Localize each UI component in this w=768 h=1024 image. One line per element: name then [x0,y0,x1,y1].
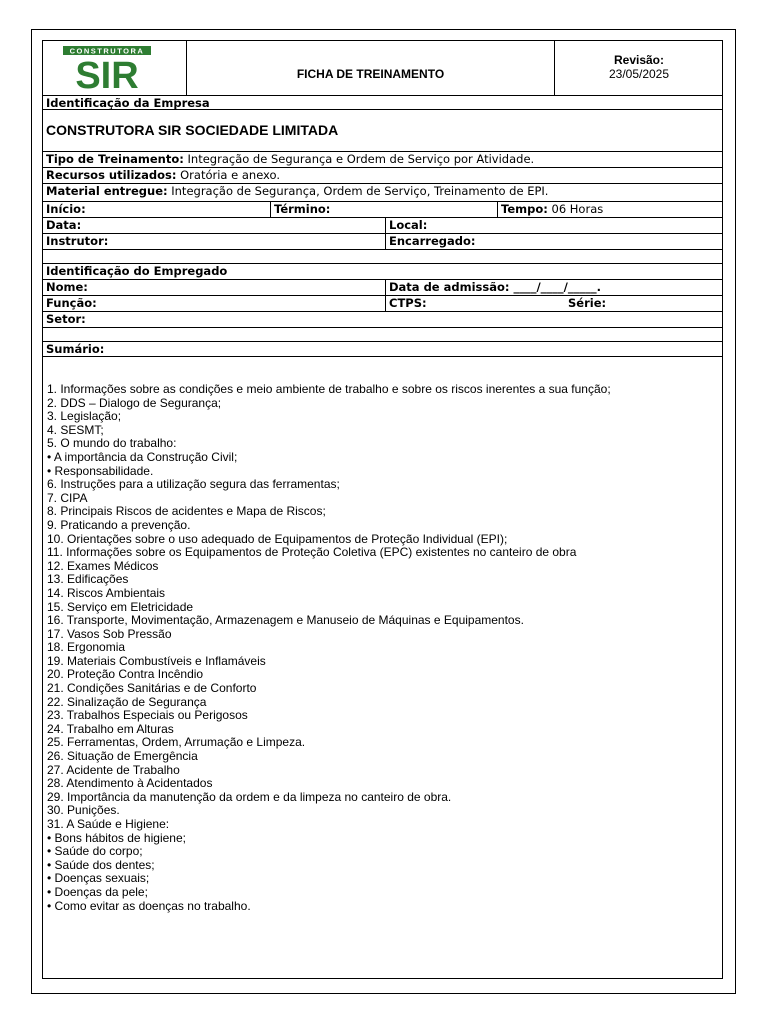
summary-list-item: 8. Principais Riscos de acidentes e Mapa de Riscos; [47,504,326,519]
summary-list-item: 14. Riscos Ambientais [47,585,166,600]
summary-list-item: 31. A Saúde e Higiene: [47,817,170,831]
summary-list-item: • Saúde do corpo; [47,844,143,859]
admission-date-label: Data de admissão: ____/____/_____. [389,280,601,294]
date-location-row [43,218,722,234]
summary-list-item: 2. DDS – Dialogo de Segurança; [47,395,222,410]
summary-list-item: 27. Acidente de Trabalho [47,762,180,777]
resources-row [43,168,722,184]
svg-text:CONSTRUTORA: CONSTRUTORA [69,46,145,56]
summary-list-item: 3. Legislação; [47,409,122,424]
summary-label: Sumário: [46,342,105,356]
revision-box [556,41,722,95]
summary-list-item: • Bons hábitos de higiene; [47,830,186,845]
company-section-label: Identificação da Empresa [46,96,210,110]
summary-list-item: 21. Condições Sanitárias e de Conforto [47,681,257,696]
sector-label: Setor: [46,312,86,326]
summary-list-item: 16. Transporte, Movimentação, Armazenagem e Manuseio de Máquinas e Equipamentos. [47,613,524,628]
training-form [42,40,723,979]
schedule-row [43,202,722,218]
summary-list-item: 13. Edificações [47,572,129,587]
summary-list-item: 30. Punições. [47,803,120,818]
revision-date: 23/05/2025 [608,67,670,81]
blank-row-1 [43,250,722,264]
sector-row [43,312,722,328]
summary-list-item: 20. Proteção Contra Incêndio [47,667,204,682]
summary-list-item: 29. Importância da manutenção da ordem e da limpeza no canteiro de obra. [47,789,452,804]
summary-list-item: 25. Ferramentas, Ordem, Arrumação e Limpeza. [47,735,306,750]
summary-list-item: • Saúde dos dentes; [47,857,155,872]
start-label: Início: [46,202,86,216]
summary-list-item: • Doenças sexuais; [47,871,150,886]
svg-text:SIR: SIR [75,55,139,90]
summary-list-item: 17. Vasos Sob Pressão [47,626,172,641]
ctps-label: CTPS: [389,296,427,310]
company-logo [43,41,187,95]
company-name: CONSTRUTORA SIR SOCIEDADE LIMITADA [46,122,339,138]
summary-list-item: 9. Praticando a prevenção. [47,517,191,532]
end-label: Término: [274,202,331,216]
instructor-row [43,234,722,250]
employee-section-row [43,264,722,280]
time-label: Tempo: [501,202,548,216]
time-value: 06 Horas [547,202,604,216]
summary-list-item: 23. Trabalhos Especiais ou Perigosos [47,708,248,723]
resources-label: Recursos utilizados: [46,168,177,182]
form-title: FICHA DE TREINAMENTO [187,41,555,95]
summary-list-item: 26. Situação de Emergência [47,749,198,764]
summary-list-item: • Doenças da pele; [47,884,148,899]
summary-list [47,383,611,913]
summary-list-item: 5. O mundo do trabalho: [47,436,177,451]
material-row [43,184,722,202]
summary-list-item: 12. Exames Médicos [47,558,159,573]
sir-logo-icon [63,46,151,90]
role-label: Função: [46,296,97,310]
blank-row-2 [43,328,722,342]
date-label: Data: [46,218,82,232]
material-value: Integração de Segurança, Ordem de Serviço, Treinamento de EPI. [167,184,549,198]
summary-list-item: 11. Informações sobre os Equipamentos de Proteção Coletiva (EPC) existentes no canteiro de obra [47,545,577,560]
role-row [43,296,722,312]
employee-name-label: Nome: [46,280,88,294]
summary-list-item: 7. CIPA [47,490,88,505]
summary-list-item: 4. SESMT; [47,422,104,437]
summary-list-item: 18. Ergonomia [47,640,126,655]
employee-section-label: Identificação do Empregado [46,264,228,278]
summary-list-item: • A importância da Construção Civil; [47,449,238,464]
supervisor-label: Encarregado: [389,234,476,248]
instructor-label: Instrutor: [46,234,109,248]
company-section-row [43,96,722,110]
company-name-row [43,110,722,152]
training-type-row [43,152,722,168]
location-label: Local: [389,218,428,232]
summary-row [43,342,722,357]
summary-list-item: 15. Serviço em Eletricidade [47,599,194,614]
resources-value: Oratória e anexo. [176,168,281,182]
training-type-label: Tipo de Treinamento: [46,152,184,166]
material-label: Material entregue: [46,184,168,198]
summary-list-item: • Como evitar as doenças no trabalho. [47,898,251,913]
form-header [43,41,722,96]
summary-list-item: 19. Materiais Combustíveis e Inflamáveis [47,653,266,668]
summary-list-item: 24. Trabalho em Alturas [47,721,174,736]
training-type-value: Integração de Segurança e Ordem de Serviço por Atividade. [183,152,535,166]
series-label: Série: [568,296,607,310]
summary-list-item: 22. Sinalização de Segurança [47,694,207,709]
employee-name-row [43,280,722,296]
summary-list-item: 28. Atendimento à Acidentados [47,776,213,791]
summary-list-item: 1. Informações sobre as condições e meio ambiente de trabalho e sobre os riscos inerentes a sua função; [47,382,611,396]
revision-label: Revisão: [613,53,665,67]
summary-list-item: 10. Orientações sobre o uso adequado de Equipamentos de Proteção Individual (EPI); [47,531,508,546]
summary-list-item: 6. Instruções para a utilização segura das ferramentas; [47,477,340,492]
summary-list-item: • Responsabilidade. [47,463,154,478]
